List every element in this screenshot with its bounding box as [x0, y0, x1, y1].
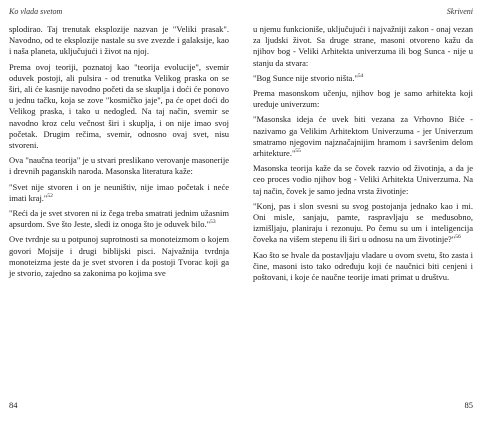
left-page	[9, 0, 229, 432]
left-page-body	[9, 24, 229, 283]
paragraph: splodirao. Taj trenutak eksplozije nazvan je "Veliki prasak". Navodno, od te eksplozije nastale su sve zvezde i galaksije, kao i naša planeta, uključujući i život na njoj.	[9, 24, 229, 57]
page-number: 85	[464, 400, 473, 410]
paragraph: Prema ovoj teoriji, poznatoj kao "teorija evolucije", svemir oduvek postoji, ali pulsira - od trenutka Velikog praska on se širi, ali će kasnije navodno početi da se skuplja i doći će ponovo u jednu tačku, koja se zove "kosmičko jaje", pa će opet doći do Velikog praska, i tako u nedogled. Na taj način, svemir se navodno kroz celu večnost širi i skuplja, i on nije imao svoj početak. Drugim rečima, svemir, odnosno ovaj svet, nisu stvoreni.	[9, 61, 229, 151]
paragraph: Masonska teorija kaže da se čovek razvio od životinja, a da je ceo proces vodio njihov bog - Veliki Arhitekta Univerzuma. Na taj način, čovek je samo jedna vrsta životinje:	[253, 163, 473, 196]
paragraph: Ove tvrdnje su u potpunoj suprotnosti sa monoteizmom o kojem govori Mojsije i drugi biblijski pisci. Najvažnija tvrdnja monoteizma jeste da je svet stvoren i da postoji Tvorac koji ga je stvorio, zajedno sa zakonima po kojima sve	[9, 234, 229, 279]
right-page	[253, 0, 473, 432]
running-header: Skriveni	[446, 7, 473, 16]
paragraph: Prema masonskom učenju, njihov bog je samo arhitekta koji uređuje univerzum:	[253, 88, 473, 110]
paragraph: Kao što se hvale da postavljaju vladare u ovom svetu, što zasta i čine, masoni isto tako određuju koji će naučnici biti cenjeni i poštovani, i koje će naučne teorije imati primat u društvu.	[253, 249, 473, 283]
paragraph: Ova "naučna teorija" je u stvari preslikano verovanje masonerije i drevnih paganskih naroda. Masonska literatura kaže:	[9, 155, 229, 177]
running-header: Ko vlada svetom	[9, 7, 63, 16]
right-page-body	[253, 24, 473, 287]
quotation: "Konj, pas i slon svesni su svog postojanja jednako kao i mi. Oni misle, sanjaju, pamte, raspravljaju se međusobno, izmišljaju, planiraju i rezonuju. Po čemu su um i inteligencija čoveka na višem stepenu ili širi u odnosu na um životinje?"$^{56}$	[253, 200, 473, 245]
page-number: 84	[9, 400, 18, 410]
footnote-ref: 53	[210, 219, 216, 226]
footnote-ref: 52	[47, 193, 53, 200]
footnote-ref: 56	[455, 234, 461, 241]
quotation: "Reći da je svet stvoren ni iz čega treba smatrati jednim užasnim apsurdom. Sve što Jeste, sledi iz onoga što je oduvek bilo."$^{53}$	[9, 208, 229, 230]
quotation: "Svet nije stvoren i on je neuništiv, nije imao početak i neće imati kraj."$^{52}$	[9, 181, 229, 203]
paragraph: u njemu funkcioniše, uključujući i najvažniji zakon - onaj vezan za ljudski život. Sa druge strane, masoni otvoreno kažu da njihov bog - Veliki Arhitekta univerzuma ili bog Sunca - nije u stanju da stvara:	[253, 24, 473, 68]
quotation: "Masonska ideja će uvek biti vezana za Vrhovno Biće - nazivamo ga Velikim Arhitektom Univerzuma - jer Univerzum smatramo njegovim najznačajnijim hramom i savršenim delom arhitekture."$^{55}$	[253, 114, 473, 159]
footnote-ref: 55	[295, 148, 301, 155]
footnote-ref: 54	[357, 72, 364, 79]
quotation: "Bog Sunce nije stvorio ništa."$^{54}$	[253, 72, 364, 83]
